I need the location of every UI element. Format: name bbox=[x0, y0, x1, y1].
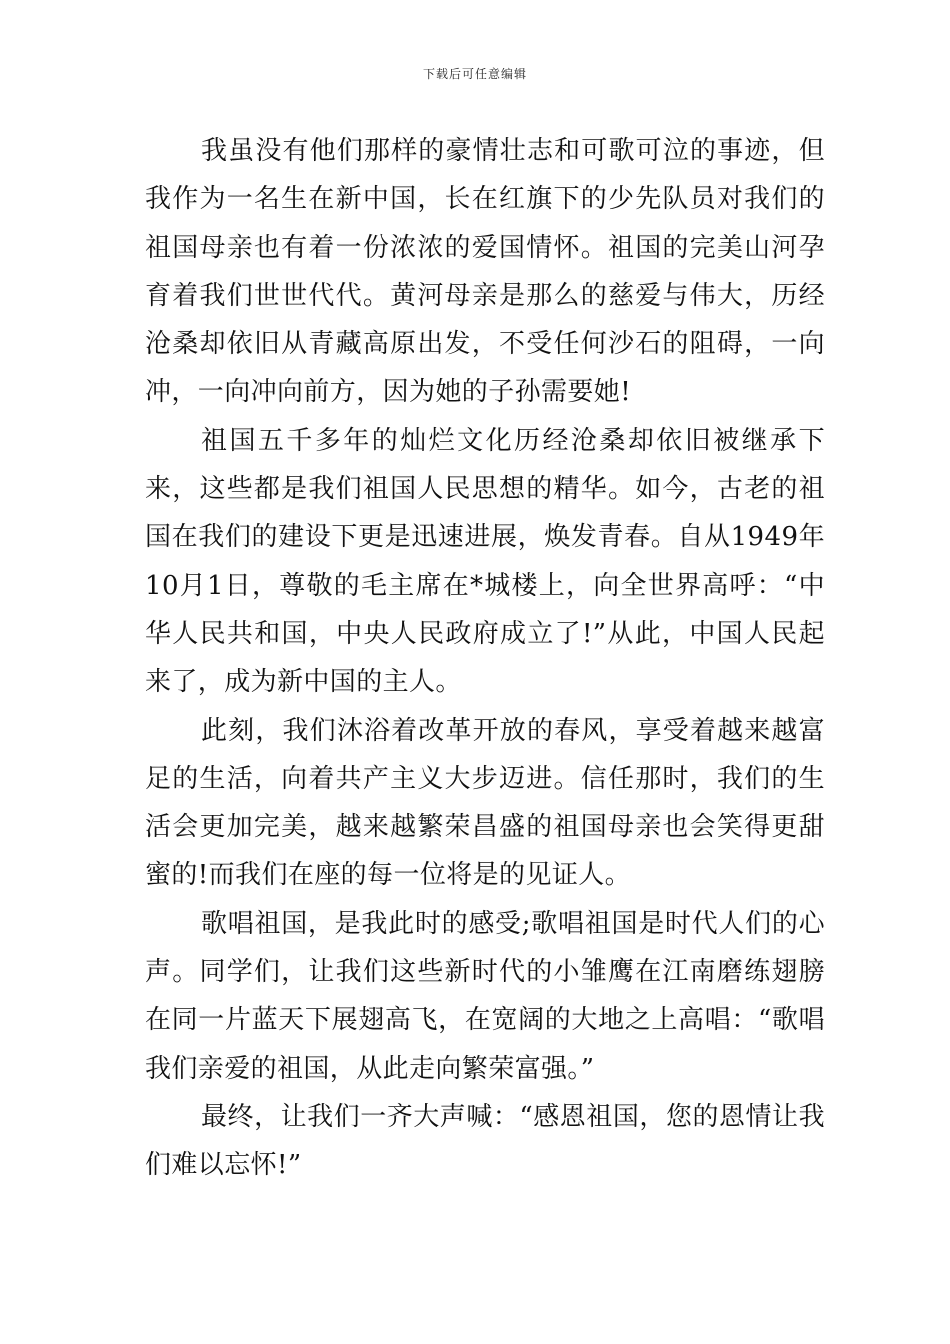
paragraph-5: 最终，让我们一齐大声喊：“感恩祖国，您的恩情让我们难以忘怀!” bbox=[145, 1101, 825, 1181]
paragraph-2: 祖国五千多年的灿烂文化历经沧桑却依旧被继承下来，这些都是我们祖国人民思想的精华。如今，古老的祖国在我们的建设下更是迅速进展，焕发青春。自从1949年10月1日，尊敬的毛主席在*城楼上，向全世界高呼：“中华人民共和国，中央人民政府成立了!”从此，中国人民起来了，成为新中国的主人。 bbox=[145, 425, 825, 698]
document-body bbox=[145, 127, 825, 1190]
paragraph-1: 我虽没有他们那样的豪情壮志和可歌可泣的事迹，但我作为一名生在新中国，长在红旗下的少先队员对我们的祖国母亲也有着一份浓浓的爱国情怀。祖国的完美山河孕育着我们世世代代。黄河母亲是那么的慈爱与伟大，历经沧桑却依旧从青藏高原出发，不受任何沙石的阻碍，一向冲，一向冲向前方，因为她的子孙需要她! bbox=[145, 136, 825, 408]
page-header: 下载后可任意编辑 bbox=[422, 67, 527, 81]
paragraph-3: 此刻，我们沐浴着改革开放的春风，享受着越来越富足的生活，向着共产主义大步迈进。信任那时，我们的生活会更加完美，越来越繁荣昌盛的祖国母亲也会笑得更甜蜜的!而我们在座的每一位将是的见证人。 bbox=[145, 715, 825, 891]
paragraph-4: 歌唱祖国，是我此时的感受;歌唱祖国是时代人们的心声。同学们，让我们这些新时代的小雏鹰在江南磨练翅膀在同一片蓝天下展翅高飞，在宽阔的大地之上高唱：“歌唱我们亲爱的祖国，从此走向繁荣富强。” bbox=[145, 908, 825, 1084]
